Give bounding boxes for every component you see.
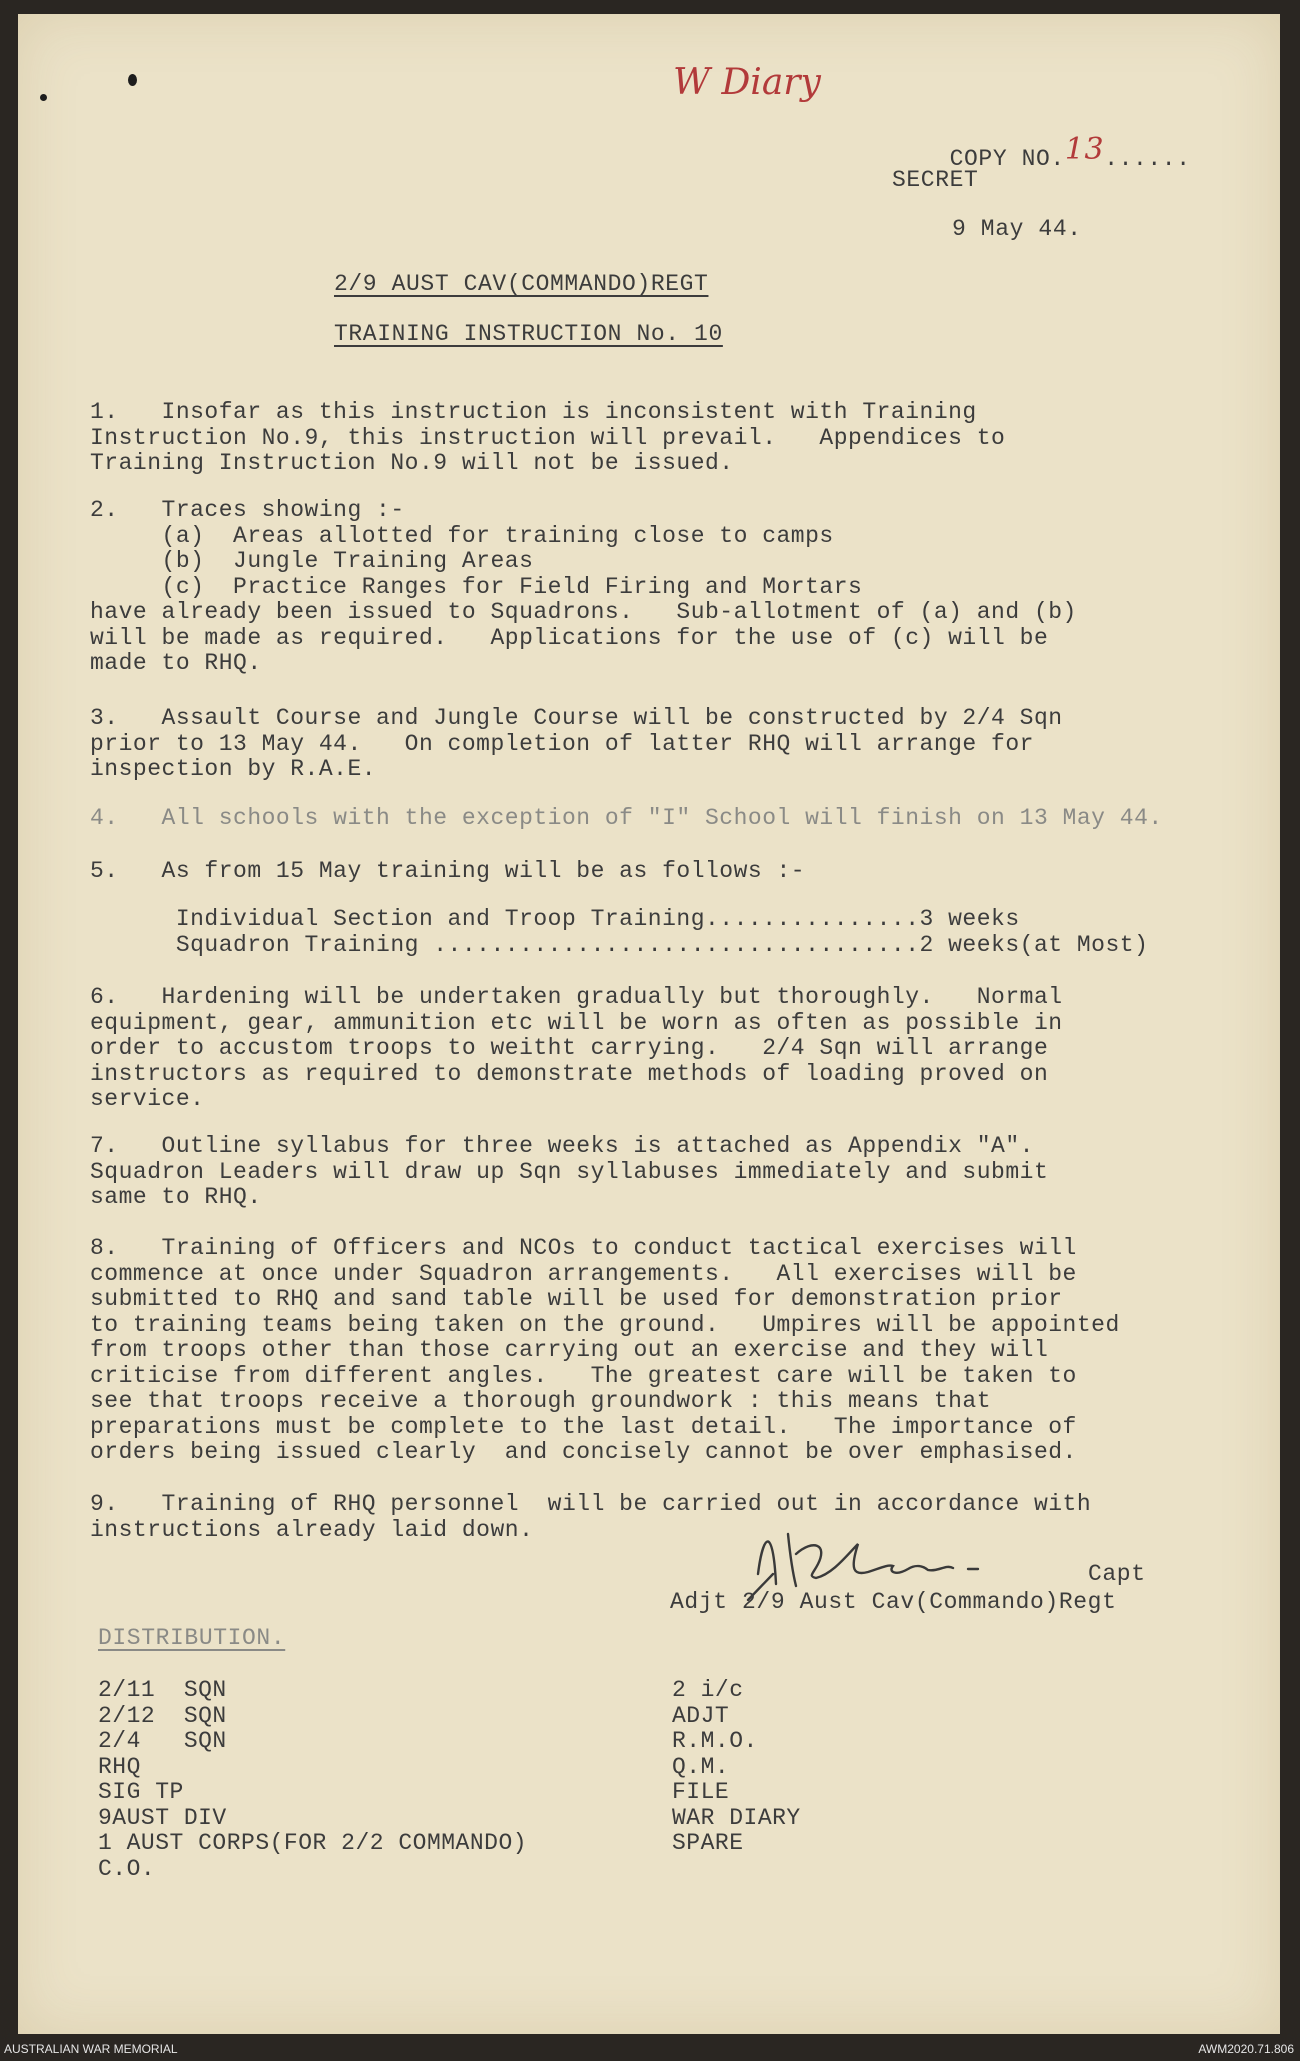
classification: SECRET	[892, 167, 979, 193]
paper-speck	[128, 74, 137, 86]
signatory-appointment: Adjt 2/9 Aust Cav(Commando)Regt	[670, 1589, 1117, 1615]
distribution-left-list: 2/11 SQN 2/12 SQN 2/4 SQN RHQ SIG TP 9AUST DIV 1 AUST CORPS(FOR 2/2 COMMANDO) C.O.	[98, 1677, 528, 1882]
signatory-rank: Capt	[1088, 1561, 1146, 1587]
unit-title: 2/9 AUST CAV(COMMANDO)REGT	[334, 271, 709, 297]
paragraph-6: 6. Hardening will be undertaken gradually but thoroughly. Normal equipment, gear, ammunition etc will be worn as often as possible in order to accustom troops to weitht carrying. 2/4 Sqn will arrange instructors as required to demonstrate methods of loading proved on service.	[90, 984, 1063, 1112]
footer-bar	[0, 2034, 1300, 2061]
paragraph-3: 3. Assault Course and Jungle Course will be constructed by 2/4 Sqn prior to 13 May 44. On completion of latter RHQ will arrange for inspection by R.A.E.	[90, 705, 1063, 782]
handwritten-copy-number: 13	[1064, 132, 1105, 167]
paragraph-9: 9. Training of RHQ personnel will be carried out in accordance with instructions already laid down.	[90, 1491, 1092, 1543]
instruction-title: TRAINING INSTRUCTION No. 10	[334, 321, 723, 347]
paragraph-8: 8. Training of Officers and NCOs to conduct tactical exercises will commence at once under Squadron arrangements. All exercises will be submitted to RHQ and sand table will be used for demonstration prior to training teams being taken on the ground. Umpires will be appointed from troops other than those carrying out an exercise and they will criticise from different angles. The greatest care will be taken to see that troops receive a thorough groundwork : this means that preparations must be complete to the last detail. The importance of orders being issued clearly and concisely cannot be over emphasised.	[90, 1235, 1120, 1465]
copy-label: COPY NO.	[949, 146, 1065, 172]
document-page	[18, 14, 1280, 2034]
paragraph-7: 7. Outline syllabus for three weeks is attached as Appendix "A". Squadron Leaders will draw up Sqn syllabuses immediately and submit same to RHQ.	[90, 1133, 1049, 1210]
footer-accession: AWM2020.71.806	[1198, 2042, 1294, 2056]
distribution-heading: DISTRIBUTION.	[98, 1625, 286, 1651]
training-schedule: Individual Section and Troop Training...............3 weeks Squadron Training ..................................2 weeks(at Most)	[175, 906, 1149, 958]
document-date: 9 May 44.	[952, 216, 1082, 242]
footer-institution: AUSTRALIAN WAR MEMORIAL	[4, 2042, 178, 2056]
paper-speck	[40, 94, 47, 101]
paragraph-5: 5. As from 15 May training will be as follows :-	[90, 858, 806, 884]
paragraph-1: 1. Insofar as this instruction is inconsistent with Training Instruction No.9, this instruction will prevail. Appendices to Training Instruction No.9 will not be issued.	[90, 399, 1006, 476]
paragraph-4: 4. All schools with the exception of "I" School will finish on 13 May 44.	[90, 805, 1163, 831]
distribution-right-list: 2 i/c ADJT R.M.O. Q.M. FILE WAR DIARY SPARE	[672, 1677, 801, 1856]
copy-dots: ......	[1104, 146, 1191, 172]
handwritten-annotation: W Diary	[673, 62, 821, 103]
paragraph-2: 2. Traces showing :- (a) Areas allotted for training close to camps (b) Jungle Training Areas (c) Practice Ranges for Field Firing and Mortars have already been issued to Squadrons. Sub-allotment of (a) and (b) will be made as required. Applications for the use of (c) will be made to RHQ.	[90, 497, 1077, 676]
